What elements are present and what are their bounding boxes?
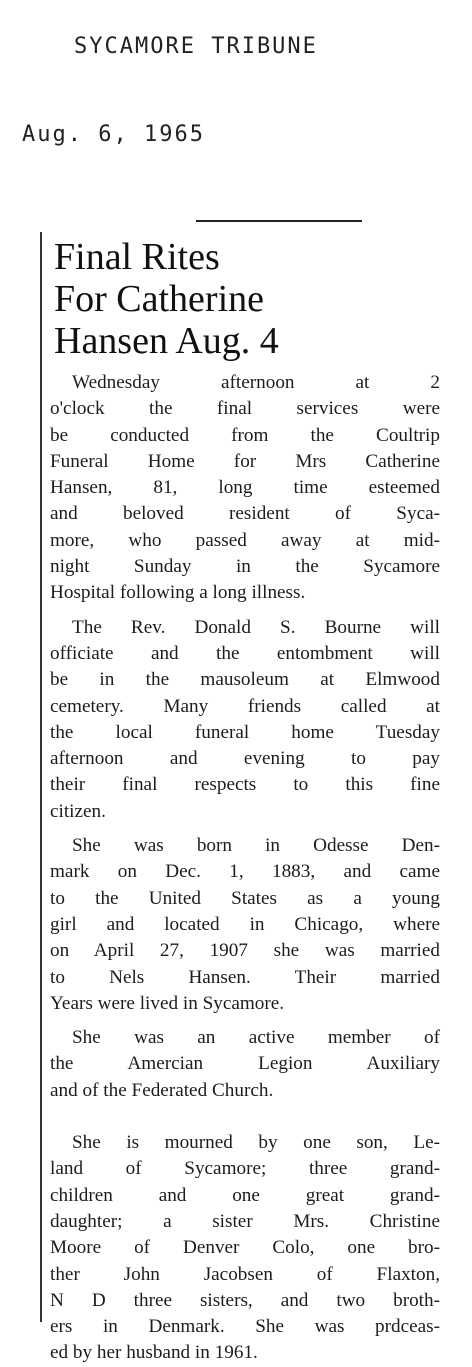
- article-line: Funeral Home for Mrs Catherine: [50, 450, 440, 472]
- article-line: N D three sisters, and two broth-: [50, 1289, 440, 1311]
- article-line: officiate and the entombment will: [50, 642, 440, 664]
- article-line: o'clock the final services were: [50, 398, 440, 420]
- clipping-date: Aug. 6, 1965: [22, 122, 205, 147]
- article-paragraph: [50, 1130, 440, 1367]
- headline-line: Final Rites: [54, 236, 220, 278]
- article-line: She is mourned by one son, Le-: [72, 1132, 440, 1154]
- article-line: girl and located in Chicago, where: [50, 913, 440, 935]
- article-line: Hansen, 81, long time esteemed: [50, 477, 440, 499]
- article-line: the local funeral home Tuesday: [50, 721, 440, 743]
- article-line: Moore of Denver Colo, one bro-: [50, 1237, 440, 1259]
- article-line: land of Sycamore; three grand-: [50, 1158, 440, 1180]
- article-line: ers in Denmark. She was prdceas-: [50, 1316, 440, 1338]
- article-line: Hospital following a long illness.: [50, 582, 306, 604]
- article-line: on April 27, 1907 she was married: [50, 940, 440, 962]
- newspaper-name: SYCAMORE TRIBUNE: [74, 34, 318, 59]
- article-line: and beloved resident of Syca-: [50, 503, 440, 525]
- article-line: She was born in Odesse Den-: [72, 835, 440, 857]
- article-line: the Amercian Legion Auxiliary: [50, 1053, 440, 1075]
- article-body: [50, 362, 440, 1367]
- article-line: Years were lived in Sycamore.: [50, 992, 285, 1014]
- article-line: The Rev. Donald S. Bourne will: [72, 616, 440, 638]
- article-line: night Sunday in the Sycamore: [50, 556, 440, 578]
- article-paragraph: [50, 615, 440, 825]
- article-paragraph: [50, 833, 440, 1017]
- article-line: cemetery. Many friends called at: [50, 695, 440, 717]
- article-line: more, who passed away at mid-: [50, 529, 440, 551]
- article-line: afternoon and evening to pay: [50, 748, 440, 770]
- article-line: to Nels Hansen. Their married: [50, 966, 440, 988]
- article-line: be in the mausoleum at Elmwood: [50, 669, 440, 691]
- column-left-rule: [40, 232, 42, 1322]
- headline-line: For Catherine: [54, 278, 265, 320]
- article-line: their final respects to this fine: [50, 774, 440, 796]
- article-line: and of the Federated Church.: [50, 1079, 274, 1101]
- article-headline: [54, 236, 454, 362]
- article-line: mark on Dec. 1, 1883, and came: [50, 861, 440, 883]
- article-line: be conducted from the Coultrip: [50, 424, 440, 446]
- article-line: ther John Jacobsen of Flaxton,: [50, 1263, 440, 1285]
- column-top-rule: [196, 220, 362, 222]
- headline-line: Hansen Aug. 4: [54, 320, 279, 362]
- article-line: Wednesday afternoon at 2: [72, 372, 440, 393]
- article-paragraph: [50, 1025, 440, 1104]
- article-line: citizen.: [50, 800, 106, 822]
- article-line: daughter; a sister Mrs. Christine: [50, 1210, 440, 1232]
- article-line: ed by her husband in 1961.: [50, 1342, 258, 1364]
- article-paragraph: [50, 370, 440, 607]
- article-line: children and one great grand-: [50, 1184, 440, 1206]
- article-line: She was an active member of: [72, 1027, 440, 1049]
- article-line: to the United States as a young: [50, 887, 440, 909]
